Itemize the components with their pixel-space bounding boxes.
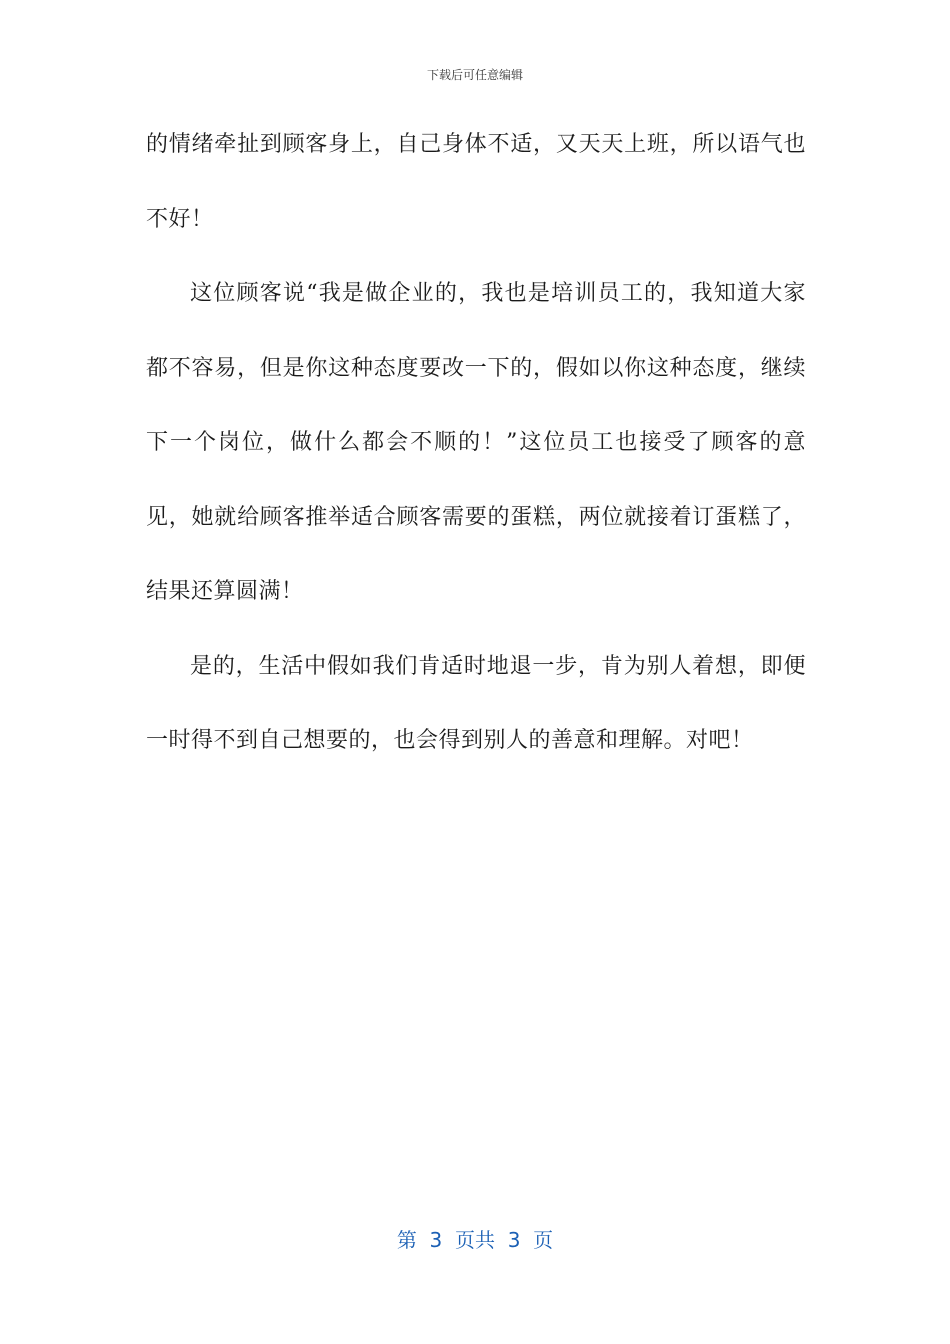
page-number-footer: 第 3 页共 3 页 — [396, 1228, 554, 1252]
document-body — [146, 108, 806, 779]
page-header: 下载后可任意编辑 — [426, 68, 523, 82]
paragraph-customer-quote: 这位顾客说“我是做企业的，我也是培训员工的，我知道大家都不容易，但是你这种态度要改一下的，假如以你这种态度，继续下一个岗位，做什么都会不顺的！”这位员工也接受了顾客的意见，她就给顾客推举适合顾客需要的蛋糕，两位就接着订蛋糕了，结果还算圆满！ — [146, 281, 806, 604]
paragraph-conclusion: 是的，生活中假如我们肯适时地退一步，肯为别人着想，即便一时得不到自己想要的，也会得到别人的善意和理解。对吧！ — [146, 653, 806, 753]
paragraph-continued: 的情绪牵扯到顾客身上，自己身体不适，又天天上班，所以语气也不好！ — [146, 132, 806, 232]
